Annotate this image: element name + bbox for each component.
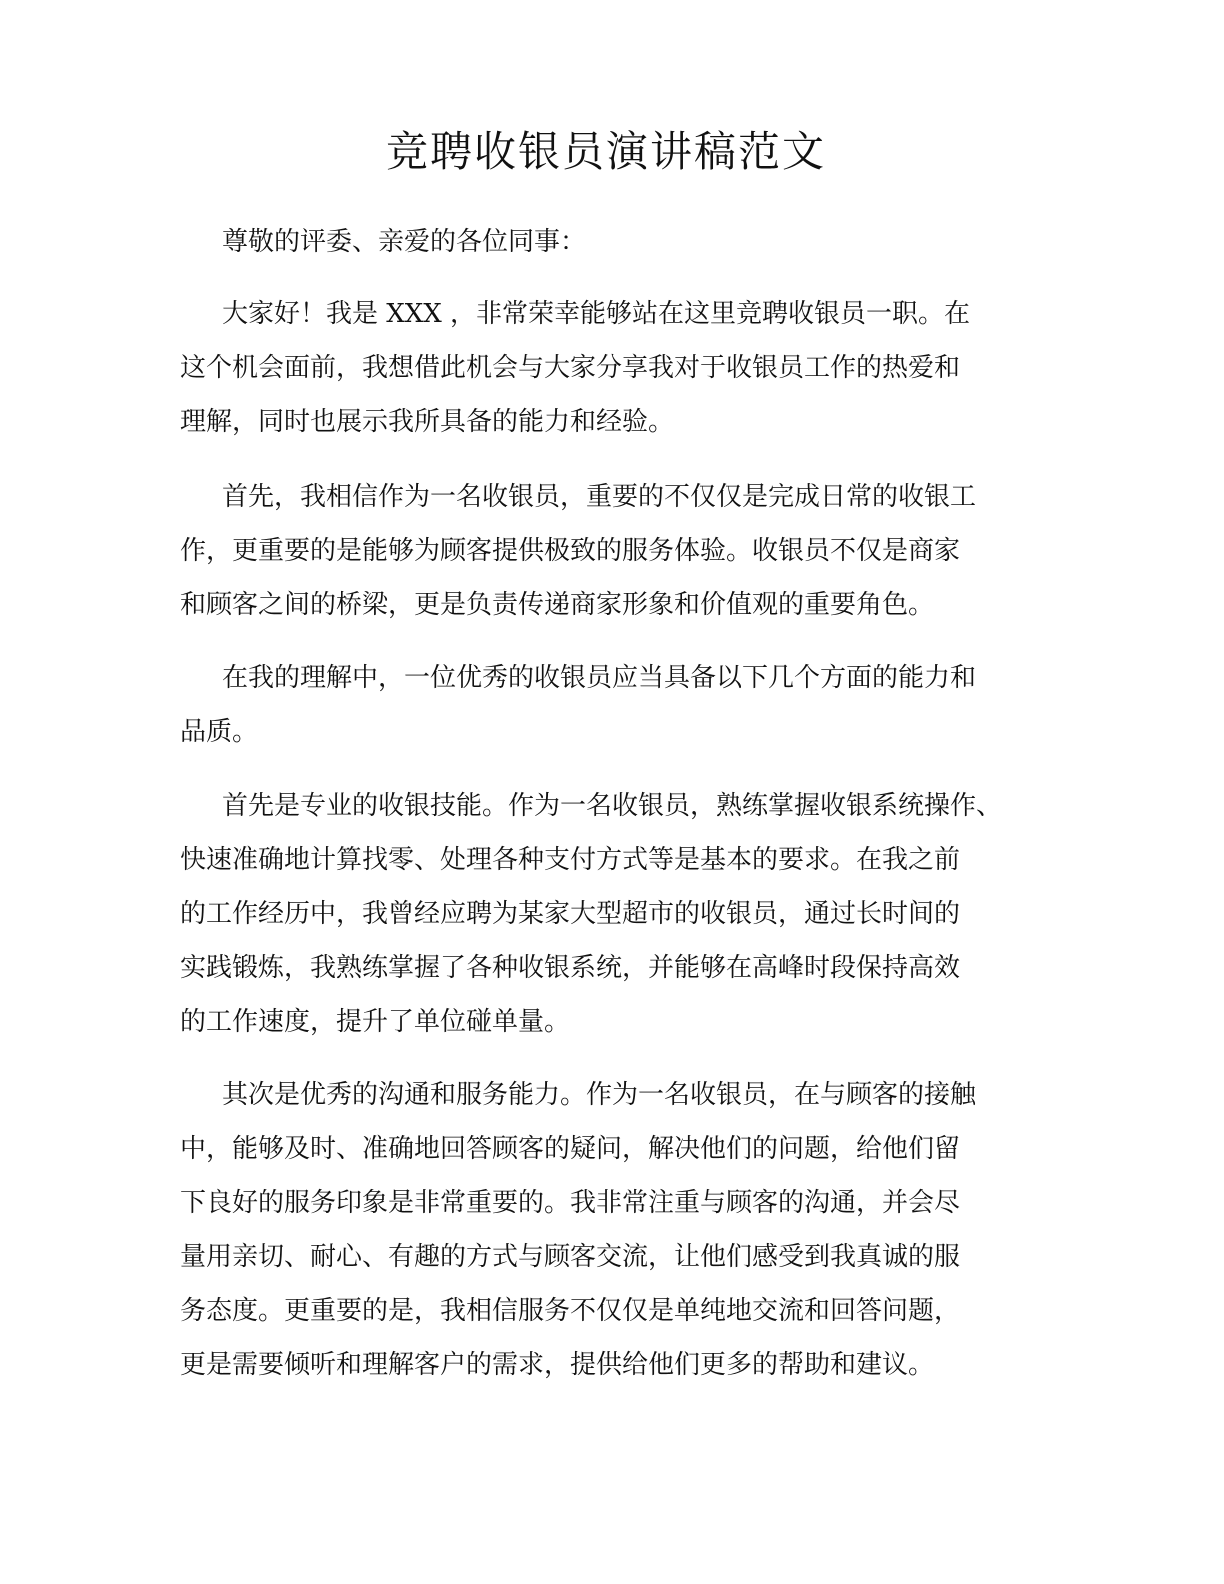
paragraph-line: 中，能够及时、准确地回答顾客的疑问，解决他们的问题，给他们留	[180, 1134, 961, 1164]
paragraph-line: 快速准确地计算找零、处理各种支付方式等是基本的要求。在我之前	[180, 845, 961, 875]
paragraph-line: 作，更重要的是能够为顾客提供极致的服务体验。收银员不仅是商家	[180, 536, 961, 566]
paragraph-line: 更是需要倾听和理解客户的需求，提供给他们更多的帮助和建议。	[180, 1350, 935, 1380]
paragraph-line: 的工作速度，提升了单位碰单量。	[180, 1007, 571, 1037]
paragraph-line: 务态度。更重要的是，我相信服务不仅仅是单纯地交流和回答问题，	[180, 1296, 961, 1326]
salutation-line: 尊敬的评委、亲爱的各位同事：	[222, 227, 587, 257]
paragraph-line: 大家好！我是 XXX ，非常荣幸能够站在这里竞聘收银员一职。在	[222, 299, 971, 329]
paragraph-line: 这个机会面前，我想借此机会与大家分享我对于收银员工作的热爱和	[180, 353, 961, 383]
paragraph-line: 在我的理解中，一位优秀的收银员应当具备以下几个方面的能力和	[222, 663, 977, 693]
document-title: 竞聘收银员演讲稿范文	[385, 127, 826, 176]
paragraph-line: 品质。	[180, 717, 259, 747]
paragraph-line: 首先，我相信作为一名收银员，重要的不仅仅是完成日常的收银工	[222, 482, 977, 512]
paragraph-line: 首先是专业的收银技能。作为一名收银员，熟练掌握收银系统操作、	[222, 791, 1003, 821]
paragraph-line: 其次是优秀的沟通和服务能力。作为一名收银员，在与顾客的接触	[222, 1080, 977, 1110]
paragraph-line: 的工作经历中，我曾经应聘为某家大型超市的收银员，通过长时间的	[180, 899, 961, 929]
paragraph-line: 量用亲切、耐心、有趣的方式与顾客交流，让他们感受到我真诚的服	[180, 1242, 961, 1272]
paragraph-line: 和顾客之间的桥梁，更是负责传递商家形象和价值观的重要角色。	[180, 590, 935, 620]
paragraph-line: 理解，同时也展示我所具备的能力和经验。	[180, 407, 675, 437]
paragraph-line: 实践锻炼，我熟练掌握了各种收银系统，并能够在高峰时段保持高效	[180, 953, 961, 983]
paragraph-line: 下良好的服务印象是非常重要的。我非常注重与顾客的沟通，并会尽	[180, 1188, 961, 1218]
